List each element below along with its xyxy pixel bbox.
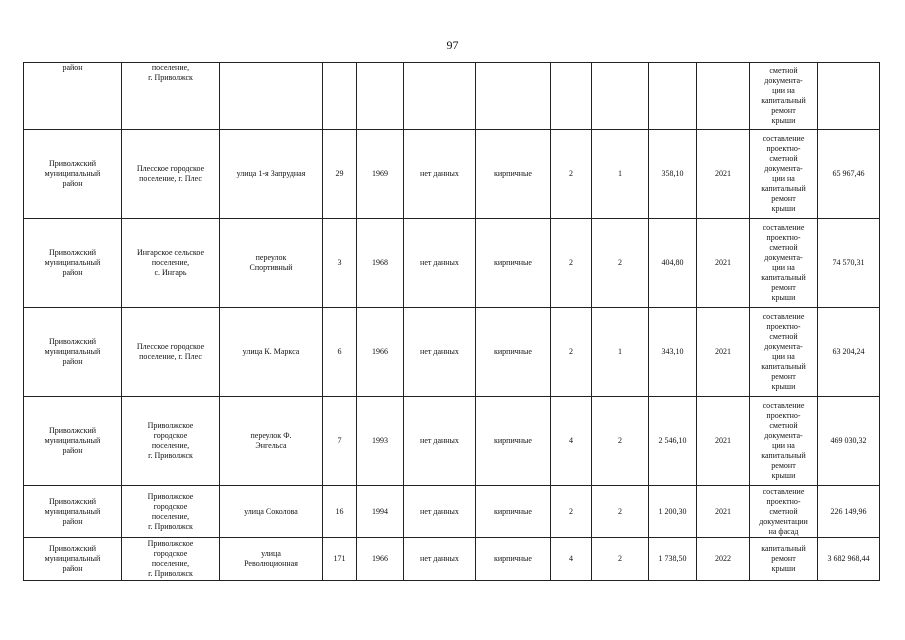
page-number: 97 <box>446 38 459 52</box>
street-cell: улица К. Маркса <box>220 308 323 397</box>
table-row <box>24 130 880 219</box>
housing-repair-table <box>23 62 880 581</box>
condition-cell: нет данных <box>404 130 476 219</box>
condition-cell: нет данных <box>404 397 476 486</box>
year-cell: 1993 <box>357 397 404 486</box>
entrances-cell: 2 <box>592 219 649 308</box>
plan-year-cell: 2021 <box>697 219 750 308</box>
floors-cell: 2 <box>551 130 592 219</box>
settlement-cell: Приволжское городское поселение, г. Приволжск <box>122 397 220 486</box>
district-cell: Приволжский муниципальный район <box>24 130 122 219</box>
year-cell: 1994 <box>357 486 404 538</box>
district-cell: Приволжский муниципальный район <box>24 486 122 538</box>
house-cell: 3 <box>323 219 357 308</box>
plan-year-cell: 2021 <box>697 308 750 397</box>
settlement-cell: Приволжское городское поселение, г. Приволжск <box>122 538 220 581</box>
work-cell: сметной документа- ции на капитальный ремонт крыши <box>750 63 818 130</box>
year-cell: 1969 <box>357 130 404 219</box>
year-cell: 1966 <box>357 538 404 581</box>
condition-cell: нет данных <box>404 308 476 397</box>
street-cell: улица Соколова <box>220 486 323 538</box>
settlement-cell: поселение, г. Приволжск <box>122 63 220 130</box>
floors-cell: 4 <box>551 397 592 486</box>
cost-cell: 65 967,46 <box>818 130 880 219</box>
area-cell: 1 200,30 <box>649 486 697 538</box>
floors-cell: 4 <box>551 538 592 581</box>
house-cell: 29 <box>323 130 357 219</box>
floors-cell: 2 <box>551 219 592 308</box>
district-cell: район <box>24 63 122 130</box>
floors-cell: 2 <box>551 486 592 538</box>
work-cell: составление проектно- сметной документации на фасад <box>750 486 818 538</box>
condition-cell: нет данных <box>404 486 476 538</box>
street-cell: улица Революционная <box>220 538 323 581</box>
material-cell: кирпичные <box>476 538 551 581</box>
material-cell <box>476 63 551 130</box>
table-row-continued <box>24 63 880 130</box>
settlement-cell: Ингарское сельское поселение, с. Ингарь <box>122 219 220 308</box>
cost-cell: 226 149,96 <box>818 486 880 538</box>
house-cell: 7 <box>323 397 357 486</box>
street-cell: переулок Спортивный <box>220 219 323 308</box>
district-cell: Приволжский муниципальный район <box>24 538 122 581</box>
material-cell: кирпичные <box>476 486 551 538</box>
material-cell: кирпичные <box>476 308 551 397</box>
house-cell: 6 <box>323 308 357 397</box>
entrances-cell: 1 <box>592 308 649 397</box>
condition-cell: нет данных <box>404 538 476 581</box>
work-cell: составление проектно- сметной документа- ции на капитальный ремонт крыши <box>750 130 818 219</box>
street-cell: улица 1-я Запрудная <box>220 130 323 219</box>
area-cell: 1 738,50 <box>649 538 697 581</box>
area-cell: 404,80 <box>649 219 697 308</box>
area-cell <box>649 63 697 130</box>
year-cell: 1966 <box>357 308 404 397</box>
area-cell: 358,10 <box>649 130 697 219</box>
material-cell: кирпичные <box>476 130 551 219</box>
cost-cell <box>818 63 880 130</box>
cost-cell: 469 030,32 <box>818 397 880 486</box>
district-cell: Приволжский муниципальный район <box>24 397 122 486</box>
plan-year-cell: 2021 <box>697 130 750 219</box>
work-cell: составление проектно- сметной документа- ции на капитальный ремонт крыши <box>750 397 818 486</box>
house-cell <box>323 63 357 130</box>
entrances-cell: 1 <box>592 130 649 219</box>
cost-cell: 3 682 968,44 <box>818 538 880 581</box>
street-cell: переулок Ф. Энгельса <box>220 397 323 486</box>
house-cell: 16 <box>323 486 357 538</box>
cost-cell: 63 204,24 <box>818 308 880 397</box>
cost-cell: 74 570,31 <box>818 219 880 308</box>
floors-cell <box>551 63 592 130</box>
table-row <box>24 397 880 486</box>
condition-cell <box>404 63 476 130</box>
work-cell: составление проектно- сметной документа- ции на капитальный ремонт крыши <box>750 219 818 308</box>
table-row <box>24 538 880 581</box>
area-cell: 2 546,10 <box>649 397 697 486</box>
entrances-cell: 2 <box>592 538 649 581</box>
entrances-cell: 2 <box>592 397 649 486</box>
settlement-cell: Плесское городское поселение, г. Плес <box>122 308 220 397</box>
area-cell: 343,10 <box>649 308 697 397</box>
work-cell: капитальный ремонт крыши <box>750 538 818 581</box>
settlement-cell: Плесское городское поселение, г. Плес <box>122 130 220 219</box>
table-row <box>24 486 880 538</box>
material-cell: кирпичные <box>476 219 551 308</box>
district-cell: Приволжский муниципальный район <box>24 219 122 308</box>
plan-year-cell <box>697 63 750 130</box>
year-cell: 1968 <box>357 219 404 308</box>
plan-year-cell: 2021 <box>697 486 750 538</box>
plan-year-cell: 2022 <box>697 538 750 581</box>
year-cell <box>357 63 404 130</box>
plan-year-cell: 2021 <box>697 397 750 486</box>
material-cell: кирпичные <box>476 397 551 486</box>
table-row <box>24 308 880 397</box>
settlement-cell: Приволжское городское поселение, г. Приволжск <box>122 486 220 538</box>
street-cell <box>220 63 323 130</box>
entrances-cell <box>592 63 649 130</box>
district-cell: Приволжский муниципальный район <box>24 308 122 397</box>
condition-cell: нет данных <box>404 219 476 308</box>
work-cell: составление проектно- сметной документа- ции на капитальный ремонт крыши <box>750 308 818 397</box>
entrances-cell: 2 <box>592 486 649 538</box>
house-cell: 171 <box>323 538 357 581</box>
table-row <box>24 219 880 308</box>
floors-cell: 2 <box>551 308 592 397</box>
